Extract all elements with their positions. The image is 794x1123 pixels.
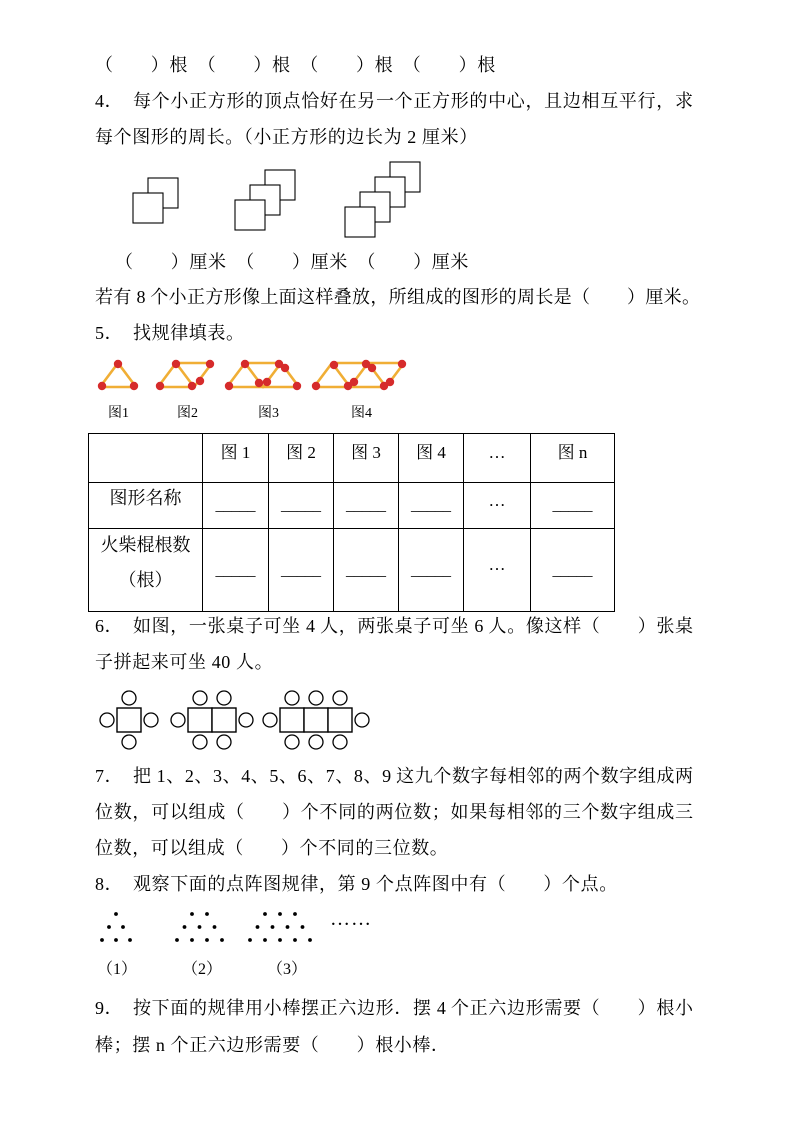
q6-number: 6．	[95, 616, 124, 636]
dot	[293, 912, 297, 916]
ellipsis-cell	[464, 483, 531, 529]
ellipsis-cell	[464, 529, 531, 612]
q4-number: 4．	[95, 91, 124, 111]
answer-cell	[334, 483, 399, 529]
row-label-line-2: （根）	[118, 570, 173, 590]
answer-blank: _____	[281, 561, 321, 579]
seating-figure-2	[171, 691, 253, 749]
dot	[190, 912, 194, 916]
seat	[333, 735, 347, 749]
q4-answer-blanks: （ ）厘米 （ ）厘米 （ ）厘米	[115, 252, 469, 272]
overlapping-squares-figures	[0, 150, 794, 250]
row-label-cell	[89, 529, 203, 612]
dot	[308, 938, 312, 942]
figure-label-4: 图4	[351, 406, 372, 421]
q6-line-1: 如图，一张桌子可坐 4 人，两张桌子可坐 6 人。像这样（ ）张桌	[133, 616, 693, 636]
seat	[193, 691, 207, 705]
match-head	[188, 382, 196, 390]
seat	[193, 735, 207, 749]
seat	[285, 691, 299, 705]
q7-line-3: 位数，可以组成（ ）个不同的三位数。	[95, 838, 449, 858]
dot	[183, 925, 187, 929]
q8-line-1: 观察下面的点阵图规律，第 9 个点阵图中有（ ）个点。	[133, 874, 618, 894]
table-row-match-count	[89, 529, 615, 612]
figure-label-3: 图3	[258, 406, 279, 421]
match-figure-4	[312, 360, 406, 390]
square-figure-1	[133, 178, 178, 223]
dot	[100, 938, 104, 942]
dot	[220, 938, 224, 942]
match-head	[386, 378, 394, 386]
square	[133, 193, 163, 223]
q5-number: 5．	[95, 323, 124, 343]
desk	[280, 708, 304, 732]
desk	[212, 708, 236, 732]
answer-cell	[203, 529, 269, 612]
q9-line-2: 棒；摆 n 个正六边形需要（ ）根小棒．	[95, 1035, 450, 1055]
q4-line-1: 每个小正方形的顶点恰好在另一个正方形的中心，且边相互平行，求	[133, 91, 693, 111]
dot	[293, 938, 297, 942]
dot	[190, 938, 194, 942]
dot	[278, 912, 282, 916]
match-head	[172, 360, 180, 368]
figure-label-2: 图2	[177, 406, 198, 421]
header-label: 图 4	[416, 443, 446, 462]
answer-cell	[399, 483, 464, 529]
table-header-cell	[399, 434, 464, 483]
square	[345, 207, 375, 237]
match-head	[241, 360, 249, 368]
dot	[271, 925, 275, 929]
dot	[175, 938, 179, 942]
dot	[205, 938, 209, 942]
header-label: 图 2	[286, 443, 316, 462]
header-label: 图 3	[351, 443, 381, 462]
answer-blank: _____	[346, 497, 386, 514]
seat	[100, 713, 114, 727]
answer-cell	[334, 529, 399, 612]
seat	[285, 735, 299, 749]
seat	[355, 713, 369, 727]
ellipsis: …	[488, 490, 506, 510]
desk	[304, 708, 328, 732]
match-head	[114, 360, 122, 368]
dot	[278, 938, 282, 942]
row-label-cell	[89, 483, 203, 529]
dot	[256, 925, 260, 929]
match-head	[312, 382, 320, 390]
match-head	[255, 379, 263, 387]
dot-array-label-1: （1）	[97, 961, 138, 978]
answer-blank: _____	[346, 561, 386, 579]
dot	[114, 938, 118, 942]
dot	[128, 938, 132, 942]
dot-array-label-3: （3）	[267, 961, 308, 978]
answer-blank: _____	[552, 497, 593, 514]
q6-line-2: 子拼起来可坐 40 人。	[95, 652, 274, 672]
answer-blank: _____	[215, 497, 256, 514]
match-head	[130, 382, 138, 390]
answer-blank: _____	[215, 561, 256, 579]
seating-figure-3	[263, 691, 369, 749]
answer-cell	[203, 483, 269, 529]
table-header-cell	[269, 434, 334, 483]
seat	[144, 713, 158, 727]
dot	[286, 925, 290, 929]
seat	[333, 691, 347, 705]
match-head	[293, 382, 301, 390]
dot-array-2	[175, 912, 224, 942]
header-label: 图 n	[557, 443, 588, 462]
q5-title: 找规律填表。	[133, 323, 245, 343]
row-label-line-1: 火柴棍根数	[100, 535, 191, 555]
row-label	[101, 528, 191, 598]
table-header-cell	[203, 434, 269, 483]
answer-blank: _____	[281, 497, 321, 514]
dot	[263, 912, 267, 916]
answer-cell	[531, 529, 615, 612]
seat	[122, 735, 136, 749]
answer-blank: _____	[411, 497, 451, 514]
answer-cell	[269, 529, 334, 612]
answer-blank: _____	[552, 561, 593, 579]
match-head	[350, 378, 358, 386]
pattern-table	[88, 433, 615, 612]
square	[235, 200, 265, 230]
match-head	[206, 360, 214, 368]
dot	[213, 925, 217, 929]
dot	[107, 925, 111, 929]
match-figure-1	[98, 360, 138, 390]
match-head	[98, 382, 106, 390]
dot-array-figures	[0, 906, 794, 946]
seat	[217, 691, 231, 705]
q7-line-2: 位数，可以组成（ ）个不同的两位数；如果每相邻的三个数字组成三	[95, 802, 693, 822]
dot	[248, 938, 252, 942]
row-label: 图形名称	[109, 488, 182, 508]
header-label: 图 1	[220, 443, 251, 462]
match-head	[330, 361, 338, 369]
seat	[217, 735, 231, 749]
table-header-cell	[89, 434, 203, 483]
dot-array-ellipsis: ……	[330, 908, 372, 930]
desk	[188, 708, 212, 732]
dot	[301, 925, 305, 929]
seat	[239, 713, 253, 727]
dot	[114, 912, 118, 916]
q4-line-3: 若有 8 个小正方形像上面这样叠放，所组成的图形的周长是（ ）厘米。	[95, 287, 700, 307]
table-header-row	[89, 434, 615, 483]
figure-label-1: 图1	[108, 406, 129, 421]
dot-array-label-2: （2）	[182, 961, 223, 978]
match-head	[398, 360, 406, 368]
dot	[263, 938, 267, 942]
match-figure-3	[225, 360, 301, 390]
dot-array-1	[100, 912, 132, 942]
matchstick-figures	[0, 352, 794, 396]
desk	[328, 708, 352, 732]
table-header-cell	[334, 434, 399, 483]
square-figure-2	[235, 170, 295, 230]
table-seating-figures	[0, 686, 794, 752]
square-figure-3	[345, 162, 420, 237]
seat	[309, 735, 323, 749]
match-head	[263, 378, 271, 386]
match-figure-2	[156, 360, 214, 390]
seating-figure-1	[100, 691, 158, 749]
answer-cell	[269, 483, 334, 529]
q8-number: 8．	[95, 874, 124, 894]
match-head	[156, 382, 164, 390]
seat	[263, 713, 277, 727]
answer-cell	[399, 529, 464, 612]
q9-line-1: 按下面的规律用小棒摆正六边形．摆 4 个正六边形需要（ ）根小	[133, 998, 693, 1018]
table-header-cell	[464, 434, 531, 483]
ellipsis: …	[488, 555, 506, 574]
seat	[122, 691, 136, 705]
match-head	[281, 364, 289, 372]
desk	[117, 708, 141, 732]
match-head	[196, 377, 204, 385]
dot	[198, 925, 202, 929]
seat	[309, 691, 323, 705]
answer-cell	[531, 483, 615, 529]
answer-blank: _____	[411, 561, 451, 579]
dot	[121, 925, 125, 929]
dot-array-3	[248, 912, 312, 942]
q4-line-2: 每个图形的周长。（小正方形的边长为 2 厘米）	[95, 127, 478, 147]
q7-line-1: 把 1、2、3、4、5、6、7、8、9 这九个数字每相邻的两个数字组成两	[133, 766, 693, 786]
q3-answer-blanks: （ ）根 （ ）根 （ ）根 （ ）根	[95, 55, 496, 75]
q7-number: 7．	[95, 766, 124, 786]
table-row-shape-name	[89, 483, 615, 529]
dot	[205, 912, 209, 916]
seat	[171, 713, 185, 727]
header-label: …	[488, 443, 506, 462]
table-header-cell	[531, 434, 615, 483]
q9-number: 9．	[95, 998, 124, 1018]
match-head	[225, 382, 233, 390]
match-head	[368, 364, 376, 372]
